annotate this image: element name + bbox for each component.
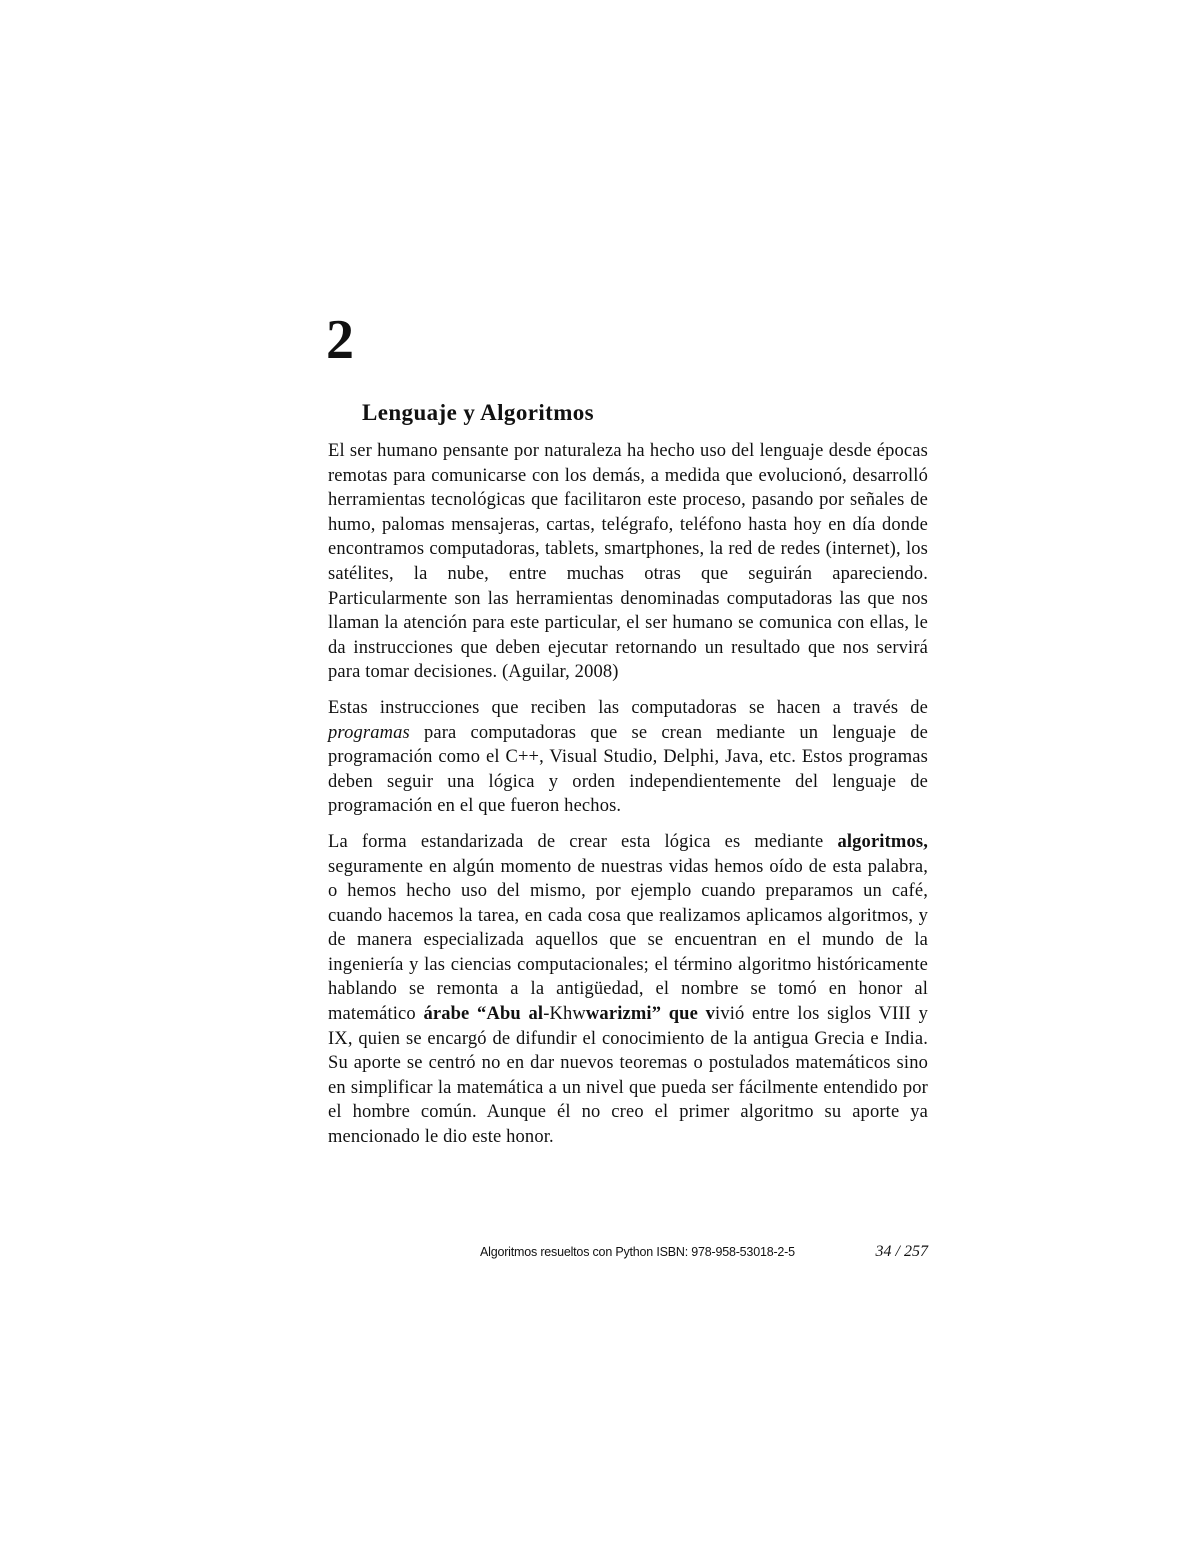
paragraph-2-text-b: para computadoras que se crean mediante un lenguaje de programación como el C++, Visual Studio, Delphi, Java, etc. Estos programas deben seguir una lógica y orden independientemente del lenguaje de programación en el que fueron hechos. bbox=[328, 722, 928, 817]
chapter-title: Lenguaje y Algoritmos bbox=[362, 400, 594, 425]
paragraph-1: El ser humano pensante por naturaleza ha hecho uso del lenguaje desde épocas remotas para comunicarse con los demás, a medida que evolucionó, desarrolló herramientas tecnológicas que facilitaron este proceso, pasando por señales de humo, palomas mensajeras, cartas, telégrafo, teléfono hasta hoy en día donde encontramos computadoras, tablets, smartphones, la red de redes (internet), los satélites, la nube, entre muchas otras que seguirán apareciendo. Particularmente son las herramientas denominadas computadoras las que nos llaman la atención para este particular, el ser humano se comunica con ellas, le da instrucciones que deben ejecutar retornando un resultado que nos servirá para tomar decisiones. (Aguilar, 2008) bbox=[328, 441, 928, 683]
paragraph-3-bold-b: árabe “Abu al bbox=[423, 1004, 544, 1025]
paragraph-3-text-c: -Khw bbox=[543, 1004, 586, 1025]
paragraph-3 bbox=[328, 830, 928, 1150]
chapter-number: 2 bbox=[326, 309, 354, 371]
paragraph-3-bold-c: warizmi” que v bbox=[585, 1004, 716, 1025]
paragraph-3-text-a: La forma estandarizada de crear esta lógica es mediante bbox=[328, 831, 838, 852]
chapter-body bbox=[328, 439, 928, 1161]
paragraph-2 bbox=[328, 696, 928, 819]
paragraph-2-italic: programas bbox=[328, 722, 410, 743]
paragraph-3-bold-a: algoritmos, bbox=[837, 831, 928, 852]
paragraph-3-text-b: seguramente en algún momento de nuestras vidas hemos oído de esta palabra, o hemos hecho uso del mismo, por ejemplo cuando preparamos un café, cuando hacemos la tarea, en cada cosa que realizamos aplicamos algoritmos, y de manera especializada aquellos que se encuentran en el mundo de la ingeniería y las ciencias computacionales; el término algoritmo históricamente hablando se remonta a la antigüedad, el nombre se tomó en honor al matemático bbox=[328, 856, 928, 1025]
paragraph-2-text-a: Estas instrucciones que reciben las computadoras se hacen a través de bbox=[328, 697, 928, 718]
paragraph-3-text-d: ivió entre los siglos VIII y IX, quien se encargó de difundir el conocimiento de la antigua Grecia e India. Su aporte se centró no en dar nuevos teoremas o postulados matemáticos sino en simplificar la matemática a un nivel que pueda ser fácilmente entendido por el hombre común. Aunque él no creo el primer algoritmo su aporte ya mencionado le dio este honor. bbox=[328, 1004, 928, 1148]
page-number: 34 / 257 bbox=[875, 1243, 928, 1260]
page-footer bbox=[480, 1240, 930, 1264]
footer-isbn: Algoritmos resueltos con Python ISBN: 978-958-53018-2-5 bbox=[480, 1245, 795, 1259]
